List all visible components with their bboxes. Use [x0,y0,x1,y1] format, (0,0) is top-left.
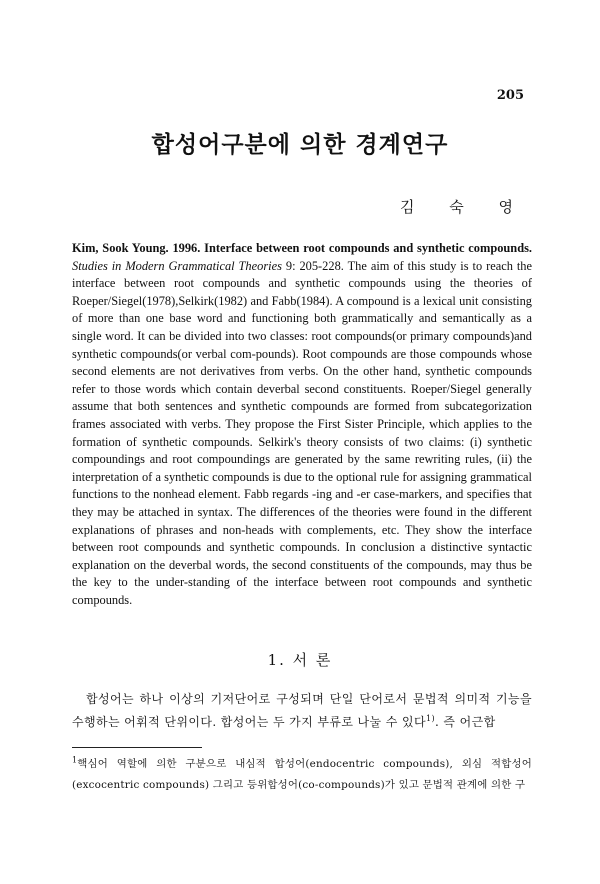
abstract [72,240,532,609]
abstract-text: The aim of this study is to reach the interface between root compounds and synthetic compounds using the theories of Roeper/Siegel(1978),Selkirk(1982) and Fabb(1984). A compound is a lexical unit consisting of more than one base word and functioning both grammatically and semantically as a single word. It can be divided into two classes: root compounds(or primary compounds)and synthetic compounds(or verbal com-pounds). Root compounds are those compounds whose second elements are not derivatives from verbs. On the other hand, synthetic compounds refer to those words which contain deverbal second constituents. Roeper/Siegel generally assume that both sentences and synthetic compounds are formed from subcategorization frames associated with verbs. They propose the First Sister Principle, which applies to the formation of synthetic compounds. Selkirk's theory consists of two claims: (i) synthetic compoundings and root compoundings are generated by the same rewriting rules, (ii) the interpretation of a synthetic compounds is due to the optional rule for assigning grammatical functions to the nonhead element. Fabb regards -ing and -er case-markers, and specifies that they may be attached in syntax. The differences of the theories were found in the different explanations of phrases and non-heads with complements, etc. They show the interface between root compounds and synthetic compounds. In conclusion a distinctive syntactic explanation on the deverbal words, the second constituents of the compounds, may thus be the key to the under-standing of the interface between root compounds and synthetic compounds. [72,258,533,607]
section-heading: 1. 서 론 [267,651,333,669]
author-name: 김 숙 영 [399,198,528,216]
footnote-reference[interactable]: 1) [425,714,435,723]
abstract-journal: Studies in Modern Grammatical Theories [72,258,282,273]
paper-title: 합성어구분에 의한 경계연구 [151,131,449,158]
footnote-divider [72,747,202,748]
abstract-pages: 9: 205-228. [285,258,344,273]
body-paragraph [72,688,532,734]
footnote [72,754,532,796]
abstract-citation: Kim, Sook Young. 1996. Interface between root compounds and synthetic compounds. [72,241,532,255]
footnote-text: 핵심어 역할에 의한 구분으로 내심적 합성어(endocentric compounds), 외심 적합성어(excocentric compounds) 그리고 등위합성어(co-compounds)가 있고 문법적 관계에 의한 구 [72,758,532,791]
body-paragraph-continuation: . 즉 어근합 [434,715,496,729]
page-number: 205 [496,88,524,103]
footnote-mark: 1 [72,755,78,765]
body-paragraph-text: 합성어는 하나 이상의 기저단어로 구성되며 단일 단어로서 문법적 의미적 기능을 수행하는 어휘적 단위이다. 합성어는 두 가지 부류로 나눌 수 있다 [72,692,532,729]
